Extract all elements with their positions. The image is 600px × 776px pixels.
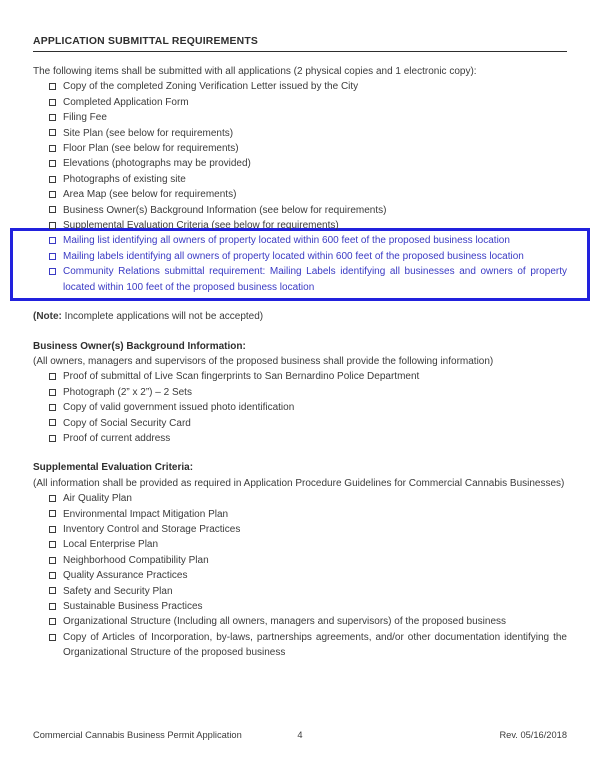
checklist-item — [33, 141, 567, 156]
checkbox-icon[interactable] — [49, 268, 56, 275]
note-label: (Note: — [33, 311, 62, 323]
checklist-item-label: Local Enterprise Plan — [63, 539, 159, 551]
checklist-item-label: Completed Application Form — [63, 96, 189, 108]
checklist-item — [33, 614, 567, 629]
checklist-item-label: Community Relations submittal requirement: Mailing Labels identifying all businesses and owners of property located within 100 feet of the proposed business location — [63, 266, 567, 293]
checklist-item — [33, 599, 567, 614]
checklist-item-label: Proof of submittal of Live Scan fingerprints to San Bernardino Police Department — [63, 371, 420, 383]
checklist-item-label: Copy of Articles of Incorporation, by-laws, partnerships agreements, and/or other documentation identifying the Organizational Structure of the proposed business — [63, 631, 567, 659]
checklist-item — [33, 537, 567, 552]
checkbox-icon[interactable] — [49, 510, 56, 517]
checklist-item — [33, 203, 567, 218]
checklist-item — [33, 156, 567, 171]
section-supplemental-criteria — [33, 460, 567, 660]
checklist-item — [33, 507, 567, 522]
checklist-item — [33, 522, 567, 537]
checkbox-icon[interactable] — [49, 404, 56, 411]
checklist-item — [33, 553, 567, 568]
footer-page-number: 4 — [297, 730, 303, 740]
checkbox-icon[interactable] — [49, 99, 56, 106]
checklist-item-label: Copy of valid government issued photo identification — [63, 402, 295, 414]
supplemental-criteria-checklist — [33, 491, 567, 660]
checkbox-icon[interactable] — [49, 634, 56, 641]
checkbox-icon[interactable] — [49, 419, 56, 426]
section-subtext: (All owners, managers and supervisors of the proposed business shall provide the following information) — [33, 355, 494, 367]
page-footer — [33, 729, 567, 741]
checklist-item — [33, 249, 567, 264]
checklist-item-label: Site Plan (see below for requirements) — [63, 127, 234, 139]
checkbox-icon[interactable] — [49, 435, 56, 442]
checklist-item-label: Inventory Control and Storage Practices — [63, 523, 241, 535]
checklist-item-label: Elevations (photographs may be provided) — [63, 158, 251, 170]
checkbox-icon[interactable] — [49, 114, 56, 121]
checklist-item — [33, 172, 567, 187]
section-heading: Business Owner(s) Background Information: — [33, 340, 246, 352]
checkbox-icon[interactable] — [49, 176, 56, 183]
checklist-item — [33, 264, 567, 295]
checkbox-icon[interactable] — [49, 541, 56, 548]
checklist-item — [33, 385, 567, 400]
checkbox-icon[interactable] — [49, 572, 56, 579]
highlighted-requirements-box — [10, 228, 590, 301]
checklist-item-label: Neighborhood Compatibility Plan — [63, 554, 209, 566]
checklist-item-label: Supplemental Evaluation Criteria (see below for requirements) — [63, 220, 339, 232]
highlighted-checklist — [13, 233, 587, 295]
checklist-item-label: Organizational Structure (Including all owners, managers and supervisors) of the proposed business — [63, 616, 507, 628]
checkbox-icon[interactable] — [49, 526, 56, 533]
checklist-item-label: Air Quality Plan — [63, 493, 132, 505]
checklist-item — [33, 233, 567, 248]
checkbox-icon[interactable] — [49, 129, 56, 136]
checklist-item — [33, 369, 567, 384]
checklist-item-label: Mailing list identifying all owners of property located within 600 feet of the proposed business location — [63, 235, 510, 247]
checkbox-icon[interactable] — [49, 222, 56, 229]
footer-revision-date: Rev. 05/16/2018 — [499, 730, 567, 740]
checklist-item-label: Photographs of existing site — [63, 173, 186, 185]
section-subtext: (All information shall be provided as required in Application Procedure Guidelines for Commercial Cannabis Businesses) — [33, 477, 565, 489]
checklist-item — [33, 431, 567, 446]
checklist-item-label: Area Map (see below for requirements) — [63, 189, 237, 201]
checklist-item-label: Safety and Security Plan — [63, 585, 173, 597]
checkbox-icon[interactable] — [49, 587, 56, 594]
checklist-item-label: Filing Fee — [63, 112, 107, 124]
checkbox-icon[interactable] — [49, 160, 56, 167]
checklist-item — [33, 79, 567, 94]
checklist-item-label: Proof of current address — [63, 432, 171, 444]
checklist-item — [33, 416, 567, 431]
note-text — [33, 309, 567, 324]
checklist-item — [33, 95, 567, 110]
checkbox-icon[interactable] — [49, 495, 56, 502]
checkbox-icon[interactable] — [49, 603, 56, 610]
footer-document-title: Commercial Cannabis Business Permit Application — [33, 730, 242, 740]
checklist-item — [33, 584, 567, 599]
checkbox-icon[interactable] — [49, 389, 56, 396]
checklist-item — [33, 630, 567, 661]
section-background-info — [33, 339, 567, 447]
checklist-item — [33, 400, 567, 415]
checklist-item — [33, 187, 567, 202]
section-heading: Supplemental Evaluation Criteria: — [33, 462, 194, 474]
checklist-item-label: Quality Assurance Practices — [63, 570, 188, 582]
checklist-item-label: Copy of Social Security Card — [63, 417, 191, 429]
intro-text: The following items shall be submitted with all applications (2 physical copies and 1 electronic copy): — [33, 66, 477, 77]
checklist-item — [33, 110, 567, 125]
checkbox-icon[interactable] — [49, 373, 56, 380]
checkbox-icon[interactable] — [49, 191, 56, 198]
checkbox-icon[interactable] — [49, 145, 56, 152]
checklist-item-label: Environmental Impact Mitigation Plan — [63, 508, 229, 520]
checkbox-icon[interactable] — [49, 237, 56, 244]
checklist-item-label: Floor Plan (see below for requirements) — [63, 143, 239, 155]
checklist-item-label: Mailing labels identifying all owners of property located within 600 feet of the proposed business location — [63, 250, 524, 262]
checklist-item-label: Photograph (2” x 2”) – 2 Sets — [63, 386, 192, 398]
checkbox-icon[interactable] — [49, 253, 56, 260]
checklist-item-label: Sustainable Business Practices — [63, 601, 203, 612]
checkbox-icon[interactable] — [49, 557, 56, 564]
checkbox-icon[interactable] — [49, 618, 56, 625]
checklist-item — [33, 218, 567, 233]
checklist-item — [33, 491, 567, 506]
note-body: Incomplete applications will not be accepted) — [61, 311, 264, 323]
checkbox-icon[interactable] — [49, 206, 56, 213]
checklist-item-label: Business Owner(s) Background Information (see below for requirements) — [63, 204, 387, 216]
checkbox-icon[interactable] — [49, 83, 56, 90]
checklist-item — [33, 126, 567, 141]
main-checklist — [33, 79, 567, 233]
page-title: APPLICATION SUBMITTAL REQUIREMENTS — [33, 36, 567, 52]
checklist-item — [33, 568, 567, 583]
checklist-item-label: Copy of the completed Zoning Verification Letter issued by the City — [63, 81, 359, 93]
background-info-checklist — [33, 369, 567, 446]
